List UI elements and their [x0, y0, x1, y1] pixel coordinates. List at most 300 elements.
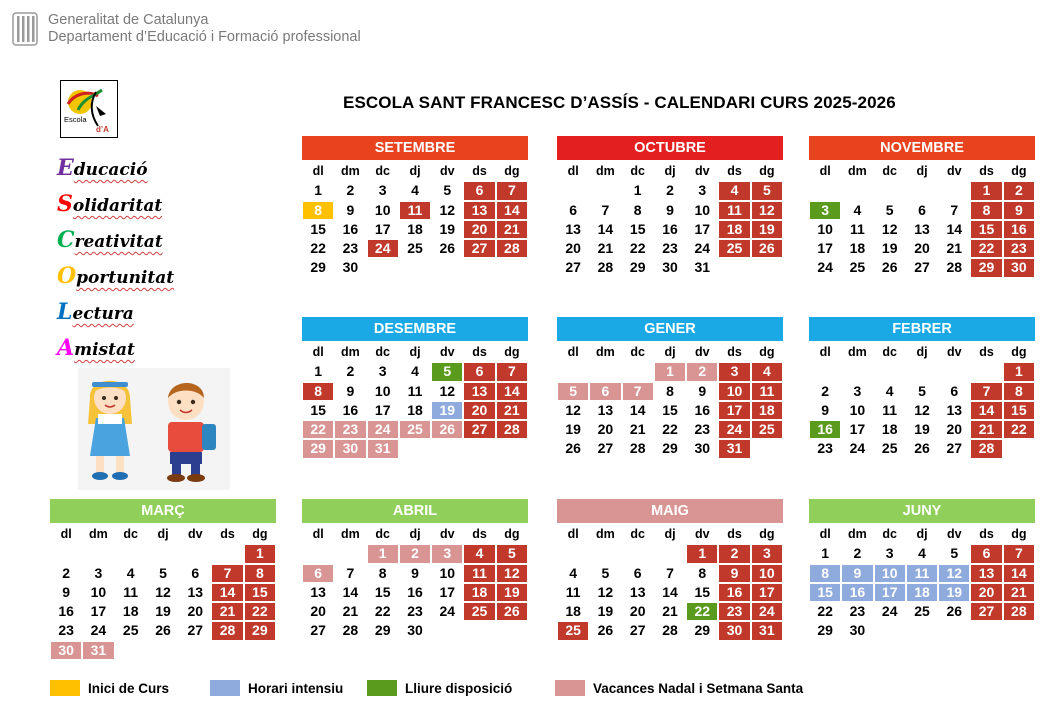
- empty-cell: [334, 544, 366, 563]
- calendar-day: 5: [752, 182, 782, 199]
- calendar-day: 2: [346, 363, 355, 380]
- weekday-label: dl: [312, 345, 324, 359]
- calendar-day: 26: [881, 259, 898, 276]
- calendar-day: 19: [752, 221, 782, 238]
- calendar-day: 27: [187, 622, 204, 639]
- calendar-day: 7: [212, 565, 242, 582]
- gov-line-2: Departament d’Educació i Formació professional: [48, 29, 361, 45]
- calendar-day: 2: [719, 545, 749, 562]
- weekday-label: ds: [727, 345, 742, 359]
- weekday-label: ds: [727, 527, 742, 541]
- calendar-day: 11: [565, 583, 581, 600]
- calendar-day: 3: [378, 182, 387, 199]
- calendar-day: 6: [918, 201, 926, 218]
- calendar-day: 26: [565, 440, 581, 457]
- calendar-day: 21: [971, 421, 1001, 438]
- calendar-day: 23: [1004, 240, 1034, 257]
- calendar-day: 8: [633, 201, 642, 218]
- calendar-day: 27: [464, 240, 494, 257]
- month-grid: [302, 343, 528, 459]
- legend-item: [50, 680, 169, 696]
- calendar-day: 24: [849, 440, 866, 457]
- empty-cell: [179, 544, 211, 563]
- calendar-day: 25: [464, 603, 494, 620]
- calendar-day: 29: [629, 259, 646, 276]
- calendar-day: 20: [310, 603, 326, 620]
- calendar-day: 16: [342, 401, 359, 418]
- calendar-day: 25: [719, 240, 749, 257]
- weekday-label: dc: [630, 345, 645, 359]
- calendar-day: 19: [597, 603, 614, 620]
- calendar-day: 17: [875, 584, 905, 601]
- calendar-day: 13: [971, 565, 1001, 582]
- month-grid: [557, 343, 783, 459]
- calendar-day: 13: [946, 401, 963, 418]
- weekday-label: dv: [694, 527, 710, 541]
- calendar-day: 24: [694, 240, 711, 257]
- empty-cell: [906, 181, 938, 200]
- calendar-day: 3: [719, 363, 749, 380]
- calendar-day: 23: [335, 421, 365, 438]
- calendar-day: 10: [90, 583, 107, 600]
- calendar-day: 31: [368, 440, 398, 457]
- weekday-label: dc: [882, 345, 897, 359]
- empty-cell: [115, 544, 147, 563]
- calendar-day: 2: [1004, 182, 1034, 199]
- calendar-day: 4: [464, 545, 494, 562]
- weekday-label: dj: [409, 164, 421, 178]
- calendar-day: 20: [971, 584, 1001, 601]
- calendar-day: 3: [94, 564, 103, 581]
- empty-cell: [147, 544, 179, 563]
- calendar-day: 25: [881, 440, 898, 457]
- calendar-day: 26: [432, 421, 462, 438]
- calendar-day: 22: [662, 421, 678, 438]
- calendar-day: 9: [346, 382, 355, 399]
- calendar-day: 29: [303, 440, 333, 457]
- calendar-day: 5: [558, 383, 588, 400]
- calendar-day: 1: [655, 363, 685, 380]
- calendar-day: 21: [497, 402, 527, 419]
- calendar-day: 1: [687, 545, 717, 562]
- calendar-day: 17: [817, 240, 833, 257]
- calendar-day: 16: [694, 401, 711, 418]
- logo-text-1: Escola: [64, 115, 87, 124]
- calendar-day: 30: [849, 622, 866, 639]
- calendar-day: 17: [439, 583, 456, 600]
- legend-swatch: [210, 680, 240, 696]
- month-juny: [809, 499, 1035, 641]
- calendar-day: 14: [946, 220, 963, 237]
- calendar-day: 15: [694, 583, 711, 600]
- school-logo-icon: [60, 80, 118, 138]
- calendar-day: 29: [374, 622, 391, 639]
- calendar-day: 14: [629, 401, 646, 418]
- calendar-day: 24: [752, 603, 782, 620]
- month-header: SETEMBRE: [302, 136, 528, 160]
- calendar-day: 30: [335, 440, 365, 457]
- weekday-label: dj: [157, 527, 169, 541]
- calendar-day: 12: [914, 401, 930, 418]
- calendar-day: 30: [407, 622, 423, 639]
- empty-cell: [874, 181, 906, 200]
- weekday-label: dg: [1011, 527, 1027, 541]
- calendar-day: 15: [1004, 402, 1034, 419]
- calendar-day: 3: [378, 363, 387, 380]
- calendar-day: 11: [719, 202, 749, 219]
- empty-cell: [622, 544, 654, 563]
- calendar-day: 7: [666, 564, 674, 581]
- calendar-day: 8: [303, 202, 333, 219]
- calendar-day: 4: [853, 201, 862, 218]
- month-grid: [557, 162, 783, 278]
- weekday-label: dc: [630, 164, 645, 178]
- calendar-day: 14: [662, 583, 678, 600]
- calendar-day: 18: [565, 603, 581, 620]
- calendar-day: 2: [666, 182, 674, 199]
- weekday-label: dg: [759, 164, 775, 178]
- calendar-day: 27: [971, 603, 1001, 620]
- calendar-day: 15: [971, 221, 1001, 238]
- value-rest: ectura: [72, 304, 134, 324]
- weekday-label: dc: [375, 527, 390, 541]
- calendar-day: 21: [1004, 584, 1034, 601]
- calendar-day: 16: [58, 603, 74, 620]
- empty-cell: [302, 544, 334, 563]
- calendar-day: 14: [971, 402, 1001, 419]
- value-rest: mistat: [74, 340, 135, 360]
- calendar-day: 25: [914, 603, 930, 620]
- calendar-day: 18: [907, 584, 937, 601]
- calendar-day: 7: [346, 564, 355, 581]
- weekday-label: dj: [664, 345, 676, 359]
- calendar-day: 31: [83, 642, 113, 659]
- calendar-day: 12: [752, 202, 782, 219]
- calendar-day: 14: [342, 583, 359, 600]
- calendar-day: 10: [439, 564, 456, 581]
- calendar-day: 18: [407, 401, 423, 418]
- empty-cell: [906, 362, 938, 381]
- calendar-day: 31: [719, 440, 749, 457]
- calendar-day: 22: [629, 240, 646, 257]
- calendar-day: 16: [342, 220, 359, 237]
- calendar-day: 8: [378, 564, 387, 581]
- calendar-day: 4: [411, 182, 419, 199]
- school-values-list: [57, 150, 174, 366]
- weekday-label: dg: [504, 345, 520, 359]
- weekday-label: ds: [472, 527, 487, 541]
- calendar-day: 21: [629, 421, 646, 438]
- legend-label: Inici de Curs: [88, 680, 170, 696]
- calendar-day: 25: [558, 622, 588, 639]
- empty-cell: [589, 362, 621, 381]
- value-initial: E: [57, 155, 74, 181]
- calendar-day: 15: [310, 220, 326, 237]
- empty-cell: [654, 544, 686, 563]
- calendar-day: 22: [303, 421, 333, 438]
- calendar-day: 12: [565, 401, 581, 418]
- value-rest: portunitat: [76, 268, 175, 288]
- calendar-day: 4: [719, 182, 749, 199]
- calendar-day: 6: [303, 565, 333, 582]
- weekday-label: dg: [252, 527, 268, 541]
- calendar-day: 25: [400, 421, 430, 438]
- calendar-day: 7: [497, 363, 527, 380]
- calendar-day: 17: [374, 220, 391, 237]
- calendar-day: 20: [565, 240, 581, 257]
- calendar-day: 13: [914, 220, 930, 237]
- weekday-label: dv: [946, 164, 962, 178]
- calendar-day: 26: [155, 622, 171, 639]
- calendar-day: 2: [346, 182, 355, 199]
- weekday-label: dj: [409, 527, 421, 541]
- calendar-day: 7: [950, 201, 959, 218]
- calendar-day: 9: [842, 565, 872, 582]
- empty-cell: [557, 181, 589, 200]
- calendar-day: 28: [497, 240, 527, 257]
- calendar-day: 25: [122, 622, 139, 639]
- calendar-day: 10: [849, 401, 866, 418]
- calendar-day: 4: [569, 564, 578, 581]
- value-initial: O: [57, 263, 77, 289]
- calendar-day: 23: [662, 240, 678, 257]
- calendar-day: 10: [374, 382, 391, 399]
- calendar-day: 6: [950, 382, 959, 399]
- legend-item: [555, 680, 803, 696]
- calendar-day: 18: [122, 603, 139, 620]
- calendar-day: 30: [342, 259, 359, 276]
- month-octubre: [557, 136, 783, 278]
- calendar-day: 19: [881, 240, 898, 257]
- weekday-label: dm: [341, 345, 360, 359]
- calendar-day: 21: [497, 221, 527, 238]
- calendar-day: 22: [971, 240, 1001, 257]
- weekday-label: dl: [567, 527, 579, 541]
- calendar-day: 17: [849, 421, 866, 438]
- calendar-day: 8: [303, 383, 333, 400]
- month-grid: [302, 162, 528, 278]
- calendar-day: 16: [810, 421, 840, 438]
- calendar-day: 1: [971, 182, 1001, 199]
- weekday-label: ds: [220, 527, 235, 541]
- calendar-day: 4: [918, 545, 926, 562]
- calendar-day: 13: [565, 220, 581, 237]
- calendar-day: 10: [719, 383, 749, 400]
- empty-cell: [589, 181, 621, 200]
- calendar-day: 28: [342, 622, 359, 639]
- calendar-day: 13: [464, 202, 494, 219]
- calendar-day: 25: [752, 421, 782, 438]
- legend-label: Horari intensiu: [248, 680, 344, 696]
- month-header: NOVEMBRE: [809, 136, 1035, 160]
- calendar-day: 21: [212, 603, 242, 620]
- calendar-day: 19: [497, 584, 527, 601]
- empty-cell: [874, 362, 906, 381]
- calendar-day: 5: [918, 382, 926, 399]
- calendar-day: 23: [817, 440, 833, 457]
- legend-label: Lliure disposició: [405, 680, 513, 696]
- legend-item: [367, 680, 512, 696]
- weekday-label: dc: [375, 164, 390, 178]
- calendar-day: 28: [946, 259, 963, 276]
- calendar-day: 18: [752, 402, 782, 419]
- weekday-label: ds: [979, 164, 994, 178]
- calendar-day: 22: [1004, 421, 1034, 438]
- calendar-day: 18: [849, 240, 866, 257]
- calendar-day: 9: [411, 564, 419, 581]
- weekday-label: dl: [567, 345, 579, 359]
- weekday-label: dm: [848, 527, 867, 541]
- calendar-day: 11: [407, 382, 423, 399]
- calendar-day: 27: [629, 622, 646, 639]
- calendar-day: 11: [123, 583, 139, 600]
- calendar-day: 19: [432, 402, 462, 419]
- month-header: ABRIL: [302, 499, 528, 523]
- month-grid: [809, 343, 1035, 459]
- calendar-day: 14: [597, 220, 614, 237]
- weekday-label: dc: [630, 527, 645, 541]
- weekday-label: dg: [759, 345, 775, 359]
- month-grid: [302, 525, 528, 641]
- weekday-label: dv: [694, 164, 710, 178]
- calendar-day: 10: [752, 565, 782, 582]
- calendar-day: 28: [597, 259, 614, 276]
- calendar-day: 11: [400, 202, 430, 219]
- weekday-label: dg: [504, 164, 520, 178]
- month-header: OCTUBRE: [557, 136, 783, 160]
- month-header: JUNY: [809, 499, 1035, 523]
- calendar-day: 28: [629, 440, 646, 457]
- calendar-day: 24: [368, 421, 398, 438]
- calendar-day: 18: [719, 221, 749, 238]
- calendar-day: 15: [310, 401, 326, 418]
- calendar-day: 18: [881, 421, 898, 438]
- month-header: FEBRER: [809, 317, 1035, 341]
- calendar-day: 1: [633, 182, 642, 199]
- calendar-day: 14: [212, 584, 242, 601]
- children-illustration-icon: [78, 368, 230, 490]
- calendar-day: 12: [881, 220, 898, 237]
- calendar-day: 6: [191, 564, 200, 581]
- calendar-day: 25: [407, 240, 423, 257]
- weekday-label: dm: [848, 345, 867, 359]
- legend-item: [210, 680, 343, 696]
- value-initial: C: [57, 227, 75, 253]
- calendar-day: 5: [443, 182, 452, 199]
- calendar-day: 5: [159, 564, 167, 581]
- government-header: [12, 12, 361, 46]
- school-value: [57, 330, 174, 366]
- month-header: DESEMBRE: [302, 317, 528, 341]
- calendar-day: 5: [497, 545, 527, 562]
- weekday-label: dc: [882, 164, 897, 178]
- calendar-day: 9: [1004, 202, 1034, 219]
- calendar-day: 8: [810, 565, 840, 582]
- weekday-label: dg: [1011, 164, 1027, 178]
- empty-cell: [589, 544, 621, 563]
- month-abril: [302, 499, 528, 641]
- calendar-day: 29: [662, 440, 678, 457]
- calendar-day: 28: [212, 622, 242, 639]
- calendar-day: 22: [310, 240, 326, 257]
- school-value: [57, 258, 174, 294]
- calendar-day: 11: [464, 565, 494, 582]
- calendar-day: 4: [411, 363, 419, 380]
- weekday-label: dm: [596, 345, 615, 359]
- weekday-label: ds: [727, 164, 742, 178]
- calendar-day: 27: [597, 440, 614, 457]
- calendar-day: 8: [666, 382, 674, 399]
- calendar-day: 20: [597, 421, 614, 438]
- weekday-label: dm: [341, 164, 360, 178]
- school-value: [57, 150, 174, 186]
- calendar-day: 20: [946, 421, 963, 438]
- calendar-day: 27: [946, 440, 963, 457]
- weekday-label: dl: [60, 527, 72, 541]
- calendar-day: 31: [752, 622, 782, 639]
- value-rest: reativitat: [74, 232, 163, 252]
- weekday-label: ds: [472, 345, 487, 359]
- calendar-day: 4: [752, 363, 782, 380]
- calendar-day: 17: [694, 220, 711, 237]
- empty-cell: [809, 181, 841, 200]
- calendar-day: 23: [407, 603, 423, 620]
- calendar-day: 25: [849, 259, 866, 276]
- calendar-day: 7: [1004, 545, 1034, 562]
- calendar-day: 26: [752, 240, 782, 257]
- weekday-label: dj: [664, 527, 676, 541]
- calendar-day: 6: [590, 383, 620, 400]
- calendar-day: 22: [687, 603, 717, 620]
- calendar-day: 3: [853, 382, 862, 399]
- calendar-day: 28: [971, 440, 1001, 457]
- calendar-day: 12: [497, 565, 527, 582]
- calendar-day: 8: [971, 202, 1001, 219]
- calendar-day: 2: [62, 564, 71, 581]
- calendar-day: 4: [126, 564, 135, 581]
- calendar-day: 16: [1004, 221, 1034, 238]
- weekday-label: dc: [375, 345, 390, 359]
- empty-cell: [841, 362, 873, 381]
- calendar-day: 16: [842, 584, 872, 601]
- page-title: ESCOLA SANT FRANCESC D’ASSÍS - CALENDARI CURS 2025-2026: [343, 93, 896, 112]
- weekday-label: ds: [472, 164, 487, 178]
- weekday-label: dv: [946, 527, 962, 541]
- calendar-day: 24: [719, 421, 749, 438]
- calendar-day: 24: [881, 603, 898, 620]
- calendar-day: 20: [914, 240, 930, 257]
- weekday-label: dl: [312, 164, 324, 178]
- weekday-label: dg: [504, 527, 520, 541]
- calendar-day: 27: [914, 259, 930, 276]
- calendar-day: 9: [821, 401, 830, 418]
- calendar-day: 6: [464, 182, 494, 199]
- calendar-day: 5: [885, 201, 894, 218]
- calendar-day: 18: [464, 584, 494, 601]
- calendar-day: 29: [245, 622, 275, 639]
- month-gener: [557, 317, 783, 459]
- value-initial: A: [57, 335, 75, 361]
- weekday-label: dm: [89, 527, 108, 541]
- calendar-day: 30: [662, 259, 678, 276]
- calendar-day: 13: [597, 401, 614, 418]
- calendar-day: 12: [439, 201, 456, 218]
- weekday-label: dm: [848, 164, 867, 178]
- calendar-day: 22: [245, 603, 275, 620]
- calendar-day: 23: [342, 240, 359, 257]
- calendar-day: 10: [817, 220, 833, 237]
- weekday-label: ds: [979, 345, 994, 359]
